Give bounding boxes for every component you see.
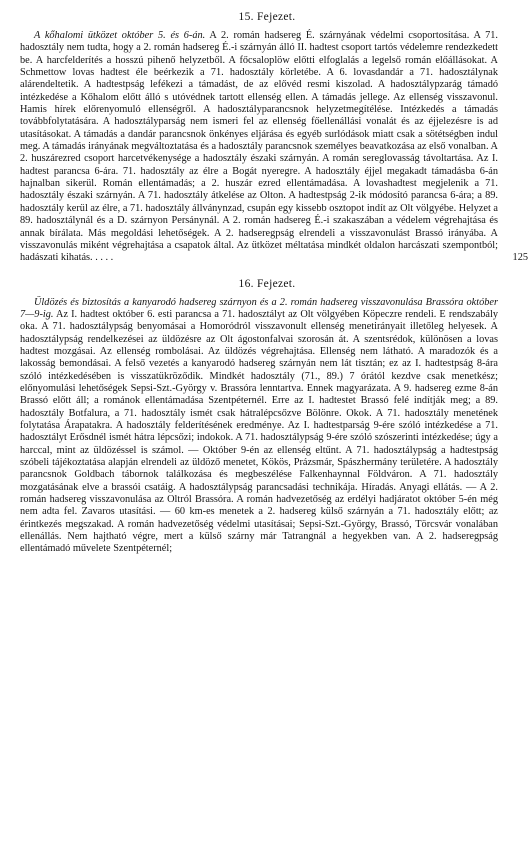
chapter-16-lead: Üldözés és biztosítás a kanyarodó hadsereg szárnyon és a 2. román hadsereg visszavonulása Brassóra október 7—9-ig. — [20, 296, 498, 320]
chapter-16-title: 16. Fejezet. — [238, 277, 296, 290]
page-number: 125 — [512, 252, 528, 264]
chapter-15-title: 15. Fejezet. — [238, 11, 296, 23]
chapter-16-body: Az I. hadtest október 6. esti parancsa a 71. hadosztályt az Olt völgyében Köpeczre rendeli. E rendszabály oka. A 71. hadosztálypság benyomásai a Homoródról visszavonult ellenség menetirányait illetőleg helyesek. A hadosztálypság rendelkezései az üldözésre az Olt ágostonfalvai szorosán át. A szentsrédok, különösen a lovas hadtest mozgásai. Az ellenség rombolásai. Az üldözés végrehajtása. Ellenség nem látható. A maradozók és a lakosság bemondásai. A felső vezetés a kanyarodó hadsereg szárnyán nem lát tisztán; ez az I. hadtestpság 8-ára szóló intézkedésében is visszatükröződik. Mindkét hadosztály (71., 89.) 7 órától kezdve csak menetkész; előnyomulási lehetőségek Sepsi-Szt.-György v. Brassóra lenntartva. Ennek magyarázata. A 9. hadsereg ezme 8-án Brassó előtt áll; a románok ellentámadása Szentpéternél. Erre az I. hadtestet Brassó felé indítják meg; a 89. hadosztály Botfalura, a 71. hadosztály ismét csak hátralépcsőzve Bölönre. Okok. A 71. hadosztály menetének folytatása Árapatakra. A hadosztály felderítésének eredménye. Az I. hadtestparság 9-ére szóló intézkedése a 71. hadosztályt Erősdnél ismét hátra lépcsőzi; indokok. A 71. hadosztálypság 9-ére szóló szószerinti intézkedése; úgy a harccal, mint az üldözéssel is számol. — Október 9-én az ellenség eltűnt. A 71. hadosztálypság a hadtestpság szóbeli tájékoztatása alapján elrendeli az üldöző menetet, Kökös, Prázsmár, Spászhermány területére. A hadosztály parancsnok Goldbach tábornok találkozása és megbeszélése Falkenhaynnal Földváron. A 71. hadosztály mozgatásának elve a brassói csatáig. A hadosztálypság parancsadási technikája. Híradás. Anyagi ellátás. — A 2. román hadsereg visszavonulása az Oltról Brassóra. A román hadvezetőség az erdélyi hadjáratot október 5-én még nem adta fel. Zavaros utasítási. — 60 km-es menetek a 2. hadsereg külső szárnyán a 71. hadosztály előtt; az érintkezés megszakad. A román hadvezetőség védelmi utasításai; Sepsi-Szt.-György, Brassó, Törcsvár vonalában ellenállás. Nem hajtható végre, mert a külső szárny már Tatrangnál a hegyekben van. A 2. hadseregpság ellentámadó művelete Szentpéternél; — [20, 308, 498, 555]
chapter-16-summary — [20, 297, 514, 556]
chapter-15-summary — [20, 30, 528, 265]
chapter-15-lead: A kőhalomi ütközet október 5. és 6-án. — [34, 30, 206, 41]
chapter-15-body: A 2. román hadsereg É. szárnyának védelmi csoportosítása. A 71. hadosztály nem tudta, hogy a 2. román hadsereg É.-i szárnyán álló II. hadtest csoport tartós védelemre rendezkedett be. A harcfelderítés a hosszú pihenő helyzetből. A főcsaloplöw előtti elfoglalás a legelső román előállásokat. A Schmettow lovas hadtest éle beérkezik a 71. hadosztály körletébe. A 6. lovasdandár a 71. hadosztálynak alárendeltetik. A hadtestpság lefékezi a támadást, de az elővéd resmi kiszolad. A hadosztálypzarág támadó intézkedése a Kőhalom előtt álló s utóvédnek tartott ellenség ellen. A támadás jellege. Az ellenség visszavonul. Hamis hírek előrenyomuló ellenségről. A hadosztályparancsnok helyzetmegítélése. Intézkedés a támadás továbbfolytatására. A hadosztályparság nem ismeri fel az ellenség főellenállási vonalát és az éjjelezésre is ad utasításokat. A támadás a dandár parancsnok önkényes eljárása és egyéb surlódások miatt csak a sötétségben indul meg. A támadás irányának megváltoztatása és a hadosztály parancsnok személyes beavatkozása az első vonalban. A 2. huszárezred csoport harcetvékenysége a hadosztály északi szárnyán. A román sereglovasság távoltartása. Az I. hadtest parancsa 6-ára. 71. hadosztály az élre a Bogát nyeregre. A hadosztály éjjel megakadt támadásba 6-án hajnalban sikerül. Román ellentámadás; a 2. huszár ezred ellentámadása. A lovashadtest megjelenik a 71. hadosztály északi szárnyán. A 71. hadosztály átkelése az Olton. A hadtestpság 2-ik módosító parancsa 6-ára; a 89. hadosztály kerül az élre, a 71. hadosztály állványnzad, csupán egy kissebb osztopot indít az Olt völgyébe. Helyzet a 89. hadosztálynál és a D. szárnyon Persánynál. A 2. román hadsereg É.-i szakaszában a védelem végrehajtása és annak bírálata. Más megoldási lehetőségek. A 2. hadseregpság elrendeli a visszavonulást Brassó irányába. A visszavonulás miként végrehajtása a csapatok által. Az ütközet méltatása mindkét oldalon harcászati szempontból; hadászati kihatás. . . . . — [20, 30, 498, 264]
